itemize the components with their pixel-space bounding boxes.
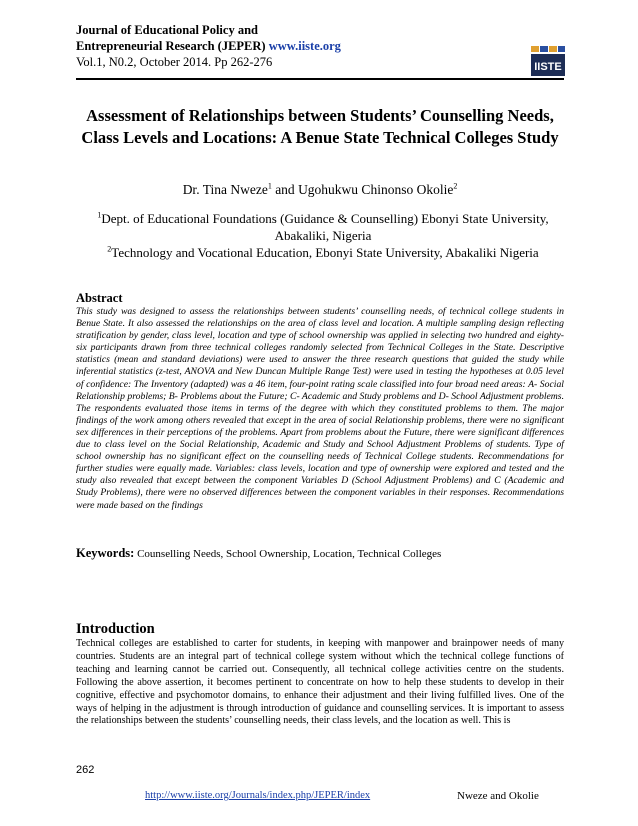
keywords-label: Keywords:	[76, 546, 135, 560]
footer-journal-link[interactable]: http://www.iiste.org/Journals/index.php/JEPER/index	[145, 790, 371, 801]
journal-name-line2: Entrepreneurial Research (JEPER) www.iiste.org	[76, 39, 341, 53]
affiliations	[76, 210, 570, 261]
paper-title	[70, 105, 570, 149]
introduction-body: Technical colleges are established to carter for students, in keeping with manpower and brainpower needs of many countries. Students are an integral part of technical college system without which the technical college functions of teaching and learning cannot be carried out. Consequently, all technical college activities centre on the students. Following the above assertion, it becomes pertinent to concentrate on how to help these students to develop in their cognitive, effective and psychomotor domains, to enhance their adjustment and their living fulfilled lives. One of the ways of helping in the adjustment is through introduction of guidance and counselling services. It is important to assess the relationships between the students’ counselling needs, their class levels, and the location as well. This is	[76, 638, 564, 727]
journal-volume-info: Vol.1, N0.2, October 2014. Pp 262-276	[76, 55, 273, 69]
header-divider	[76, 78, 564, 80]
keywords-line	[76, 546, 564, 561]
journal-name-line1: Journal of Educational Policy and	[76, 23, 258, 37]
author-2-affil-mark: 2	[453, 181, 458, 191]
introduction-heading: Introduction	[76, 621, 155, 637]
footer-running-authors: Nweze and Okolie	[457, 790, 539, 802]
keywords-text: Counselling Needs, School Ownership, Location, Technical Colleges	[134, 548, 442, 560]
logo-text: IISTE	[534, 61, 562, 73]
paper-title-line2: Class Levels and Locations: A Benue State Technical Colleges Study	[81, 128, 559, 147]
author-list: Dr. Tina Nweze$^1$ and Ugohukwu Chinonso Okolie$^2$	[182, 181, 458, 197]
affiliation-1-line1: $^1$Dept. of Educational Foundations (Guidance & Counselling) Ebonyi State University,	[97, 210, 549, 226]
author-1-affil-mark: 1	[267, 181, 272, 191]
paper-title-line1: Assessment of Relationships between Students’ Counselling Needs,	[86, 106, 554, 125]
author-2: Ugohukwu Chinonso Okolie	[298, 182, 454, 197]
abstract-body: This study was designed to assess the relationships between students’ counselling needs, of technical college students in Benue State. It also assessed the relationships on the area of class level and location. A multiple sampling design reflecting stratification by gender, class level, location and type of school ownership was applied in selecting two hundred and eighty-six participants drawn from three technical colleges randomly selected from Technical Colleges in the State. Descriptive statistics (mean and standard deviations) were used to answer the three research questions that guided the study while inferential statistics (z-test, ANOVA and New Duncan Multiple Range Test) were used in testing the hypotheses at 0.05 level of confidence: The Inventory (adapted) was a 46 item, four-point rating scale classified into four broad need areas: A- Social Relationship problems; B- Problems about the Future; C- Academic and Study problems and D- School Adjustment problems. The respondents evaluated those items in terms of the degree with which they constituted problems to them. The major findings of the work among others revealed that except in the area of social Relationship problems, there were no significant sex differences in their perceptions of the problems. Apart from problems about the Future, there were significant differences due to class level on the Social Relationship, Academic and Study and School Adjustment Problems of students. Type of school ownership has no significant effect on the counselling needs of Technical College students. Recommendations for further studies were equally made. Variables: class levels, location and type of ownership were explored and tested and the study also revealed that except between the component Variables D (School Adjustment Problems) and C (Academic and Study Problems), there were no observed differences between the component variables in their responses. Recommendations were made based on the findings	[76, 306, 564, 511]
author-1: Dr. Tina Nweze	[182, 182, 268, 197]
affiliation-2: $^2$Technology and Vocational Education, Ebonyi State University, Abakaliki Nigeria	[107, 244, 539, 260]
abstract-heading: Abstract	[76, 291, 123, 305]
page-number: 262	[76, 764, 95, 776]
journal-website-link[interactable]: www.iiste.org	[268, 39, 341, 53]
journal-header	[76, 22, 496, 70]
affiliation-1-line2: Abakaliki, Nigeria	[274, 228, 372, 243]
iiste-logo	[531, 46, 565, 76]
